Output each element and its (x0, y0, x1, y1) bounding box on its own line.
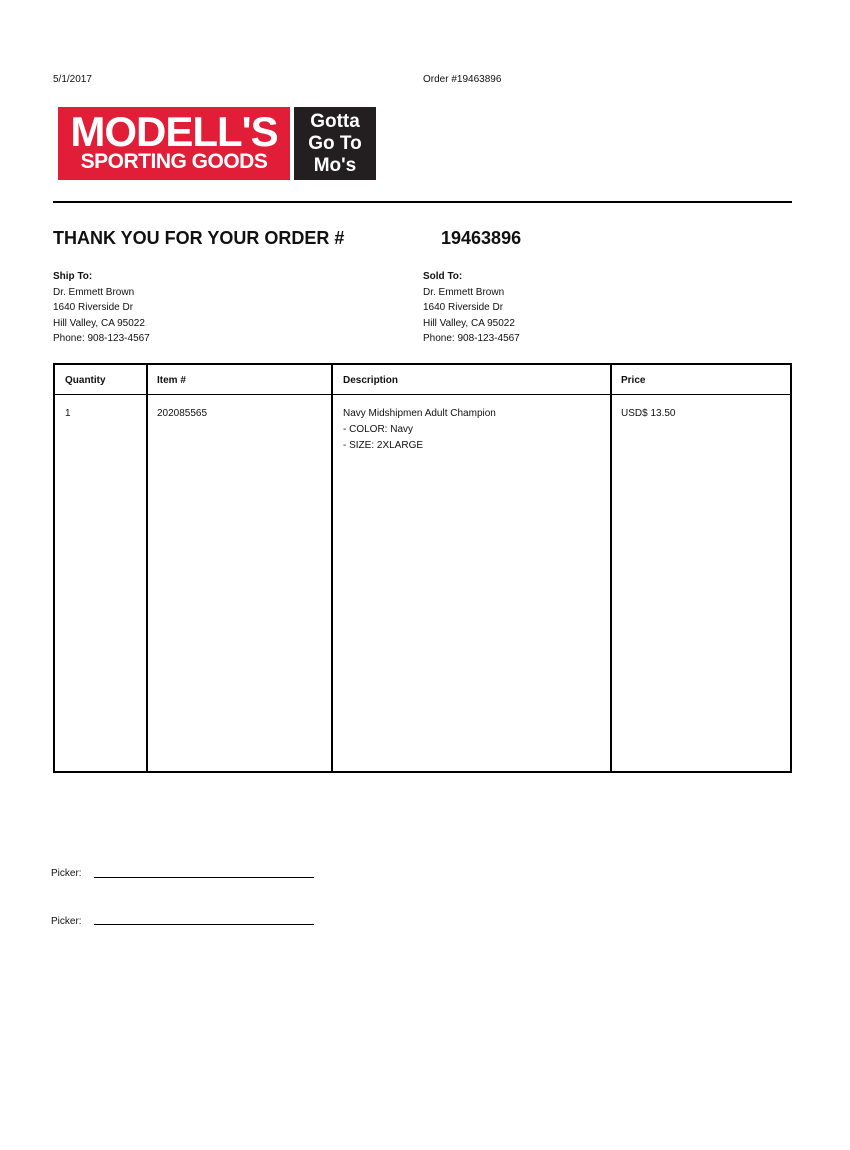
description-line: - COLOR: Navy (343, 424, 414, 435)
ship-to-address (53, 269, 150, 347)
sold-to-heading: Sold To: (423, 271, 463, 282)
order-number: 19463896 (441, 228, 522, 248)
picker-signature-line (94, 877, 314, 878)
logo-brand-block (58, 107, 290, 180)
logo-brand-name: MODELL'S (70, 108, 278, 155)
order-date: 5/1/2017 (53, 74, 92, 85)
sold-to-line: Dr. Emmett Brown (423, 286, 505, 298)
sold-to-line: 1640 Riverside Dr (423, 302, 504, 313)
description-line: - SIZE: 2XLARGE (343, 440, 424, 451)
logo-tagline-line: Gotta (310, 111, 360, 132)
ship-to-line: Dr. Emmett Brown (53, 286, 135, 298)
picker-label: Picker: (51, 916, 82, 927)
cell-item-number: 202085565 (157, 408, 208, 419)
ship-to-line: Phone: 908-123-4567 (53, 333, 150, 344)
ship-to-line: 1640 Riverside Dr (53, 302, 134, 313)
column-header-quantity: Quantity (65, 375, 106, 386)
column-divider (610, 365, 612, 771)
order-items-table (53, 363, 792, 773)
column-divider (146, 365, 148, 771)
logo-tagline-line: Mo's (313, 155, 357, 176)
column-header-description: Description (343, 375, 399, 386)
sold-to-line: Hill Valley, CA 95022 (423, 317, 515, 329)
logo-brand-subtitle: SPORTING GOODS (80, 150, 268, 173)
order-reference: Order #19463896 (423, 74, 502, 85)
column-divider (331, 365, 333, 771)
header-divider (53, 201, 792, 203)
picker-signature-line (94, 924, 314, 925)
column-header-item: Item # (157, 375, 186, 386)
column-header-price: Price (621, 375, 646, 386)
cell-quantity: 1 (65, 408, 71, 419)
sold-to-address (423, 269, 520, 347)
ship-to-heading: Ship To: (53, 271, 93, 282)
cell-description (343, 406, 496, 454)
header-row-divider (55, 394, 790, 395)
thank-you-heading: THANK YOU FOR YOUR ORDER # (53, 228, 345, 248)
ship-to-line: Hill Valley, CA 95022 (53, 317, 145, 329)
sold-to-line: Phone: 908-123-4567 (423, 333, 520, 344)
logo-tagline-line: Go To (308, 133, 362, 154)
cell-price: USD$ 13.50 (621, 408, 676, 419)
description-line: Navy Midshipmen Adult Champion (343, 408, 496, 419)
logo-tagline-block (294, 107, 376, 180)
modells-logo (58, 107, 376, 180)
picker-label: Picker: (51, 868, 82, 879)
